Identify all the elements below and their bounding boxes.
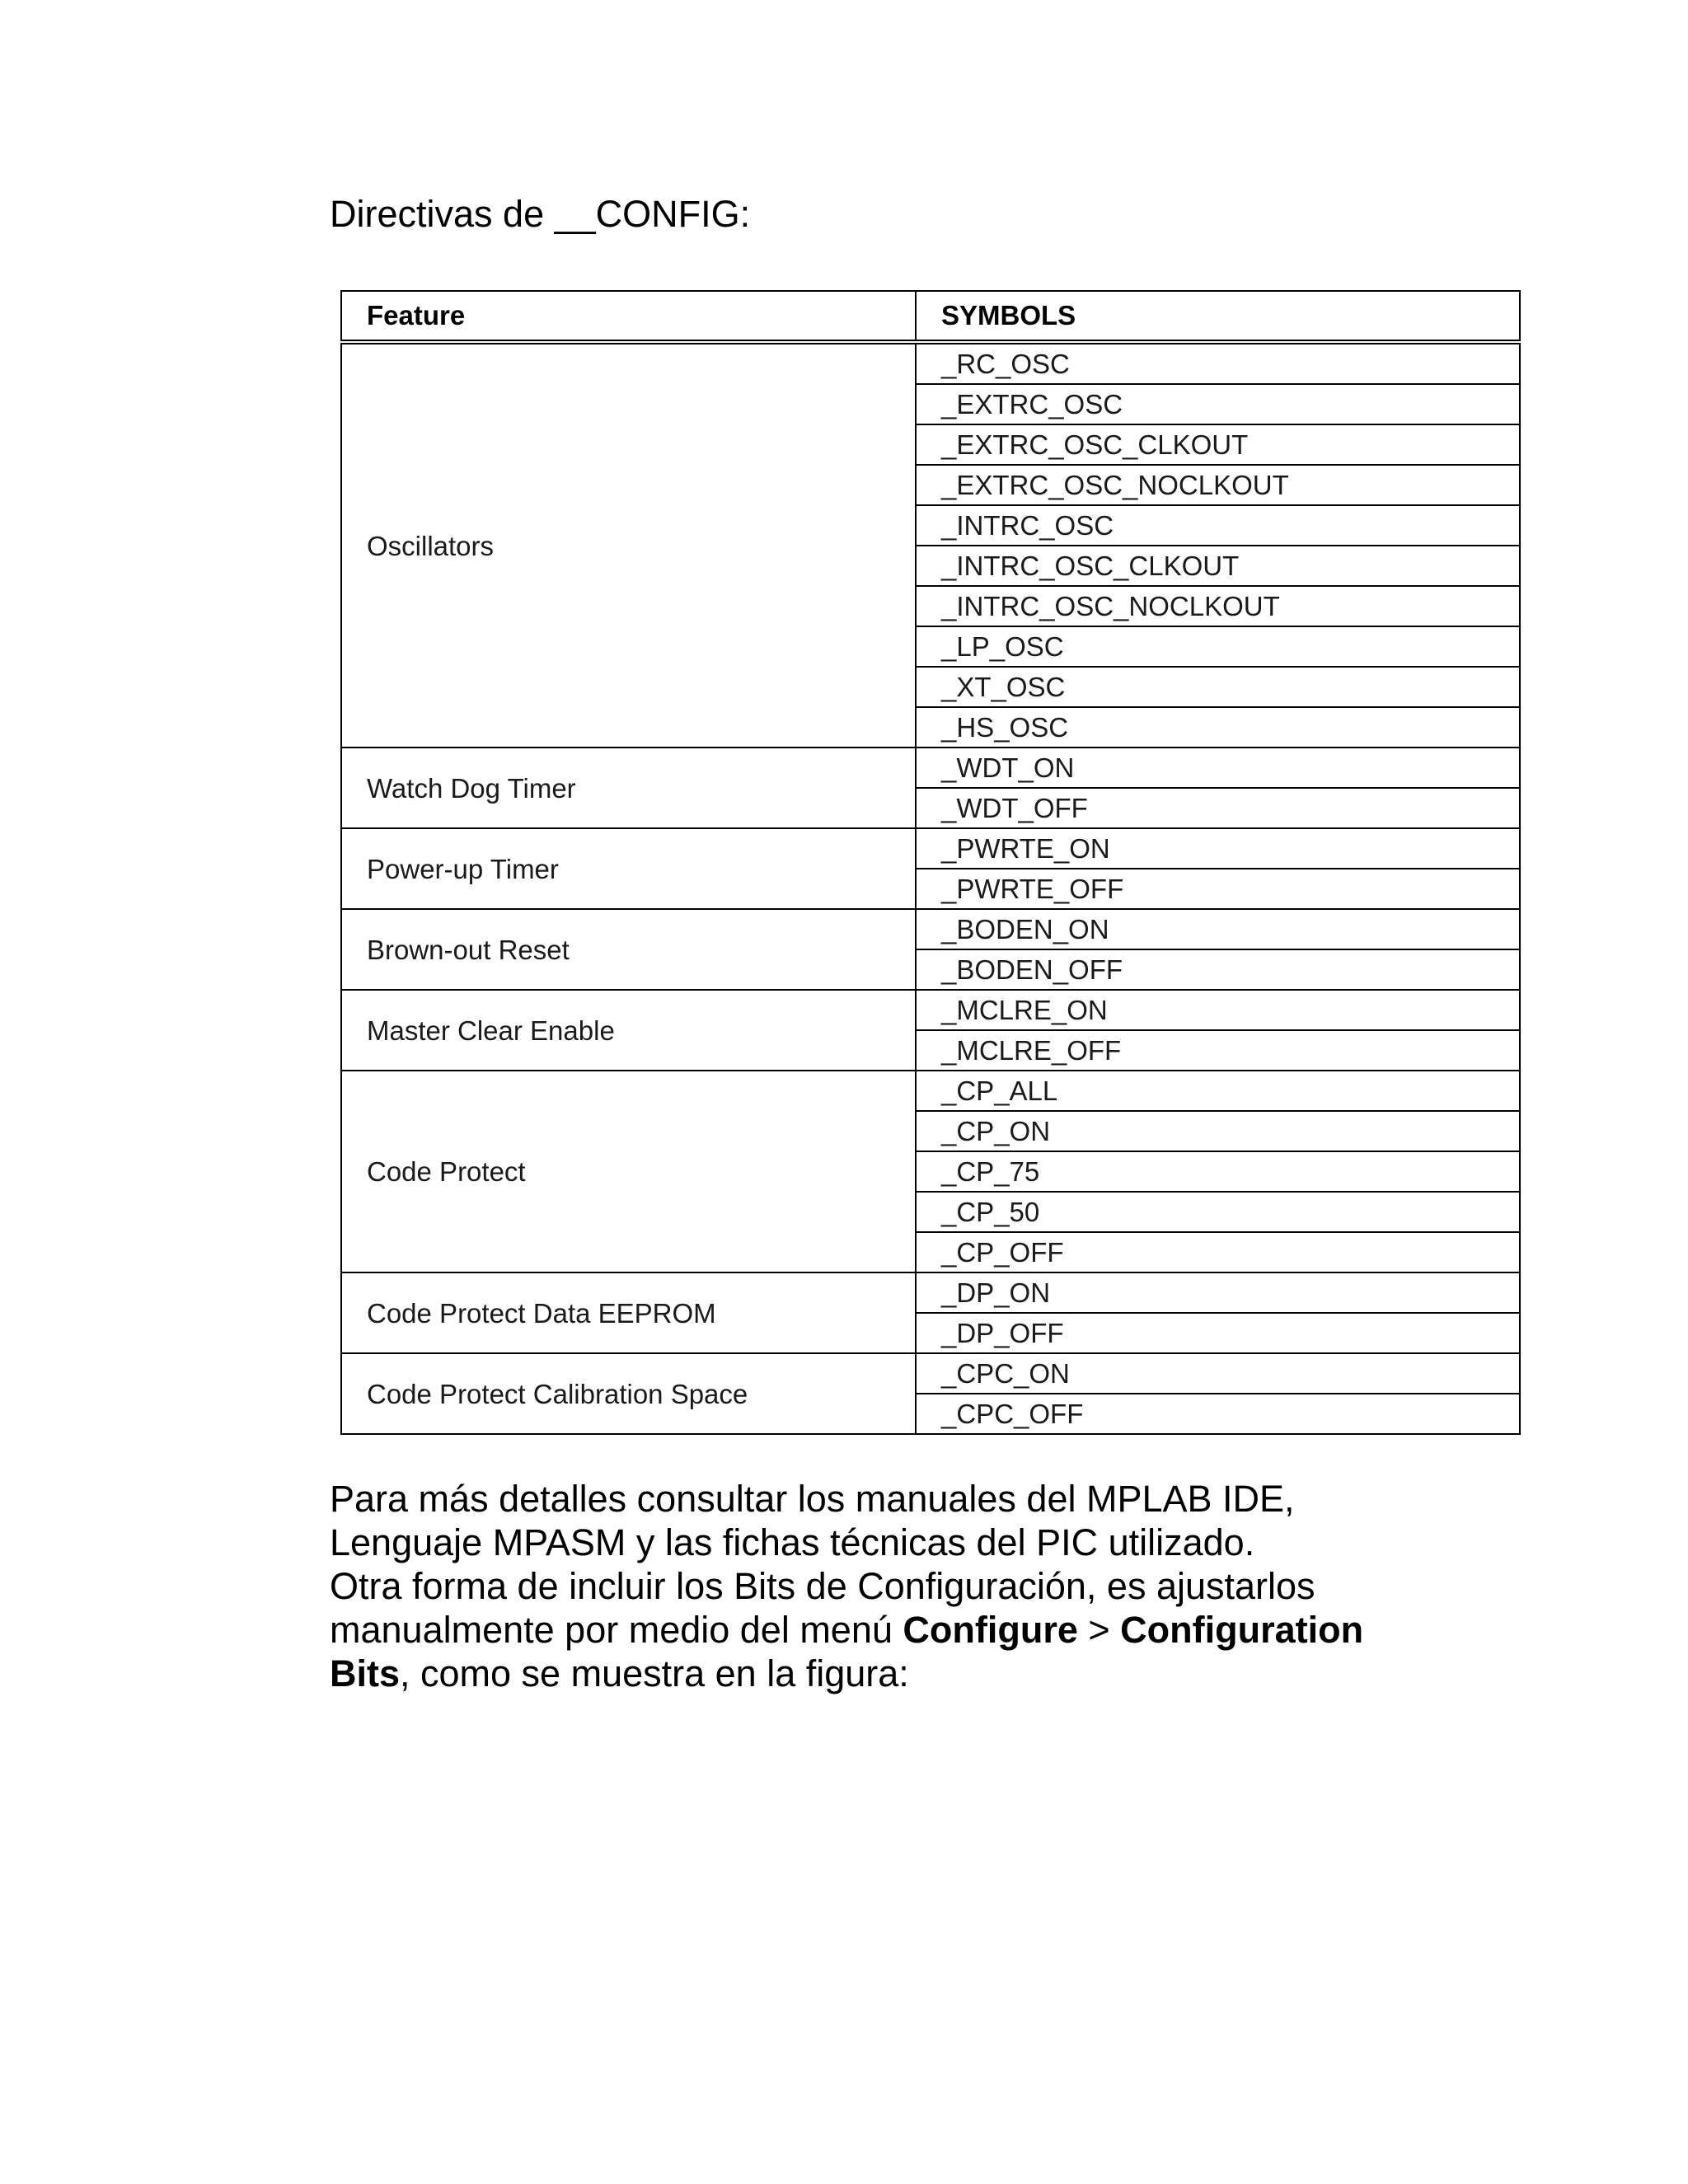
feature-column-header: Feature [341, 291, 916, 342]
table-row [341, 1071, 1520, 1111]
paragraph-line: Otra forma de incluir los Bits de Configuración, es ajustarlos [330, 1565, 1315, 1607]
menu-name-configuration: Configuration [1120, 1609, 1364, 1651]
symbol-cell: _EXTRC_OSC [916, 384, 1520, 424]
paragraph-text: , como se muestra en la figura: [400, 1652, 909, 1694]
symbol-cell: _EXTRC_OSC_NOCLKOUT [916, 465, 1520, 505]
symbol-cell: _PWRTE_OFF [916, 869, 1520, 909]
feature-cell: Watch Dog Timer [341, 748, 916, 828]
feature-cell: Oscillators [341, 342, 916, 748]
table-body [341, 342, 1520, 1434]
symbol-cell: _INTRC_OSC_CLKOUT [916, 546, 1520, 586]
symbol-cell: _EXTRC_OSC_CLKOUT [916, 424, 1520, 465]
table-row [341, 828, 1520, 869]
feature-cell: Power-up Timer [341, 828, 916, 909]
feature-cell: Code Protect Data EEPROM [341, 1272, 916, 1353]
symbol-cell: _CPC_ON [916, 1353, 1520, 1394]
table-row [341, 1353, 1520, 1394]
table-row [341, 990, 1520, 1030]
table-row [341, 748, 1520, 788]
symbol-cell: _PWRTE_ON [916, 828, 1520, 869]
symbol-cell: _DP_OFF [916, 1313, 1520, 1353]
symbol-cell: _CP_ON [916, 1111, 1520, 1151]
feature-cell: Code Protect Calibration Space [341, 1353, 916, 1434]
paragraph-line: Lenguaje MPASM y las fichas técnicas del PIC utilizado. [330, 1521, 1255, 1563]
table-header-row [341, 291, 1520, 342]
page-heading: Directivas de __CONFIG: [330, 193, 751, 235]
symbol-cell: _HS_OSC [916, 707, 1520, 748]
paragraph-line: Para más detalles consultar los manuales del MPLAB IDE, [330, 1478, 1295, 1520]
symbol-cell: _BODEN_OFF [916, 949, 1520, 990]
feature-cell: Code Protect [341, 1071, 916, 1272]
symbol-cell: _INTRC_OSC_NOCLKOUT [916, 586, 1520, 626]
body-paragraph [330, 1477, 1484, 1695]
symbol-cell: _CPC_OFF [916, 1394, 1520, 1434]
symbol-cell: _DP_ON [916, 1272, 1520, 1313]
feature-cell: Master Clear Enable [341, 990, 916, 1071]
paragraph-line [330, 1608, 1484, 1652]
table-row [341, 909, 1520, 949]
symbol-cell: _MCLRE_ON [916, 990, 1520, 1030]
menu-name-configure: Configure [903, 1609, 1078, 1651]
feature-cell: Brown-out Reset [341, 909, 916, 990]
symbol-cell: _BODEN_ON [916, 909, 1520, 949]
paragraph-text: manualmente por medio del menú [330, 1609, 903, 1651]
symbol-cell: _CP_OFF [916, 1232, 1520, 1272]
symbol-cell: _XT_OSC [916, 667, 1520, 707]
table-row [341, 342, 1520, 384]
menu-separator: > [1077, 1609, 1121, 1651]
menu-name-bits: Bits [330, 1652, 401, 1694]
symbol-cell: _CP_50 [916, 1192, 1520, 1232]
symbol-cell: _INTRC_OSC [916, 505, 1520, 546]
table-row [341, 1272, 1520, 1313]
symbol-cell: _RC_OSC [916, 342, 1520, 384]
config-directives-table [340, 290, 1521, 1435]
symbol-cell: _CP_ALL [916, 1071, 1520, 1111]
symbol-cell: _LP_OSC [916, 626, 1520, 667]
symbol-cell: _CP_75 [916, 1151, 1520, 1192]
symbol-cell: _WDT_ON [916, 748, 1520, 788]
symbols-column-header: SYMBOLS [916, 291, 1520, 342]
symbol-cell: _MCLRE_OFF [916, 1030, 1520, 1071]
paragraph-line [330, 1652, 1484, 1695]
symbol-cell: _WDT_OFF [916, 788, 1520, 828]
